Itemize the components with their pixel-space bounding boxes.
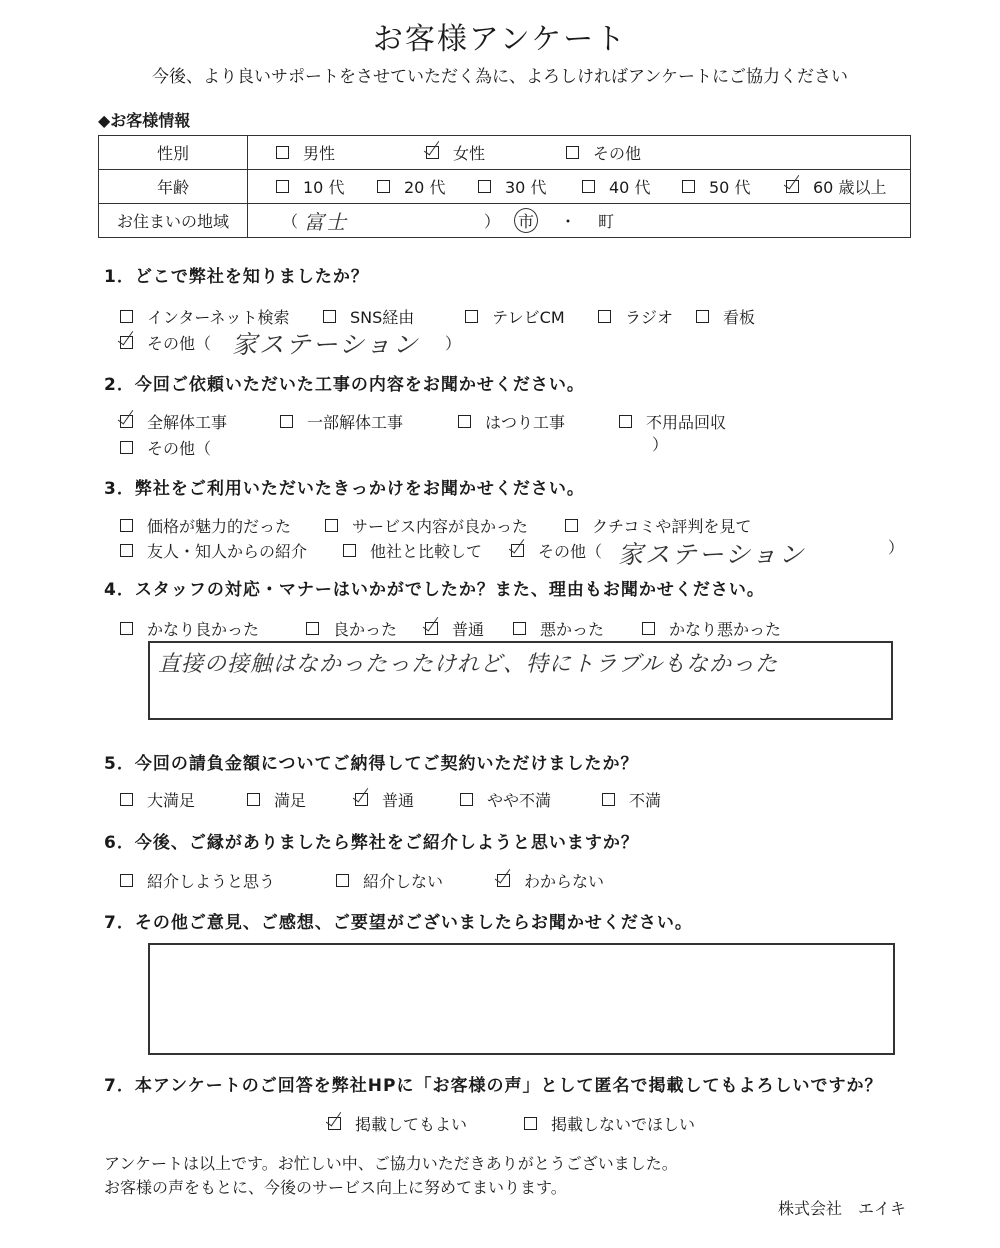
closing-line-1: アンケートは以上です。お忙しい中、ご協力いただきありがとうございました。 bbox=[104, 1154, 678, 1173]
survey-title: お客様アンケート bbox=[372, 22, 628, 57]
q4-option-average[interactable]: 普通 bbox=[425, 617, 484, 640]
age-60-plus-option[interactable]: 60 歳以上 bbox=[786, 175, 886, 198]
q7-comment-box[interactable] bbox=[148, 943, 895, 1055]
age-40-option[interactable]: 40 代 bbox=[582, 175, 682, 198]
q8-option-do-not-publish[interactable]: 掲載しないでほしい bbox=[524, 1112, 695, 1135]
gender-label: 性別 bbox=[99, 136, 248, 170]
checkbox-icon[interactable] bbox=[280, 415, 293, 428]
q6-option-would-refer[interactable]: 紹介しようと思う bbox=[120, 869, 275, 892]
q4-comment-box[interactable] bbox=[148, 641, 893, 720]
q4-comment-handwritten: 直接の接触はなかったったけれど、特にトラブルもなかった bbox=[158, 652, 779, 677]
q1-option-radio[interactable]: ラジオ bbox=[598, 305, 673, 328]
checkbox-checked-icon[interactable] bbox=[426, 146, 439, 159]
q3-other-handwritten[interactable]: 家ステーション bbox=[618, 540, 806, 569]
gender-other-option[interactable]: その他 bbox=[566, 141, 641, 164]
q5-option-average[interactable]: 普通 bbox=[355, 788, 414, 811]
age-20-option[interactable]: 20 代 bbox=[377, 175, 478, 198]
area-separator: ・ bbox=[560, 212, 577, 231]
checkbox-checked-icon[interactable] bbox=[425, 622, 438, 635]
checkbox-icon[interactable] bbox=[120, 519, 133, 532]
checkbox-icon[interactable] bbox=[323, 310, 336, 323]
gender-female-option[interactable]: 女性 bbox=[426, 141, 566, 164]
q3-other-close-paren: ） bbox=[888, 538, 905, 557]
q4-option-very-bad[interactable]: かなり悪かった bbox=[642, 617, 781, 640]
q6-option-not-sure[interactable]: わからない bbox=[497, 869, 604, 892]
q1-option-internet[interactable]: インターネット検索 bbox=[120, 305, 290, 328]
q5-option-very-satisfied[interactable]: 大満足 bbox=[120, 788, 195, 811]
checkbox-checked-icon[interactable] bbox=[786, 180, 799, 193]
checkbox-icon[interactable] bbox=[460, 793, 473, 806]
q2-option-other[interactable]: その他（ bbox=[120, 436, 211, 459]
area-row bbox=[99, 204, 911, 238]
age-row bbox=[99, 170, 911, 204]
checkbox-icon[interactable] bbox=[120, 544, 133, 557]
checkbox-checked-icon[interactable] bbox=[511, 544, 524, 557]
q2-option-partial-demolition[interactable]: 一部解体工事 bbox=[280, 410, 403, 433]
q2-option-junk-removal[interactable]: 不用品回収 bbox=[619, 410, 726, 433]
checkbox-icon[interactable] bbox=[247, 793, 260, 806]
q2-option-chipping[interactable]: はつり工事 bbox=[458, 410, 565, 433]
checkbox-icon[interactable] bbox=[336, 874, 349, 887]
checkbox-icon[interactable] bbox=[343, 544, 356, 557]
age-label: 年齢 bbox=[99, 170, 248, 204]
q3-option-comparison[interactable]: 他社と比較して bbox=[343, 539, 482, 562]
age-50-option[interactable]: 50 代 bbox=[682, 175, 786, 198]
q3-option-reviews[interactable]: クチコミや評判を見て bbox=[565, 514, 751, 537]
city-circled[interactable]: 市 bbox=[514, 208, 538, 233]
q1-option-tvcm[interactable]: テレビCM bbox=[465, 305, 565, 328]
checkbox-checked-icon[interactable] bbox=[120, 415, 133, 428]
area-label: お住まいの地域 bbox=[99, 204, 248, 238]
checkbox-icon[interactable] bbox=[306, 622, 319, 635]
q4-option-very-good[interactable]: かなり良かった bbox=[120, 617, 259, 640]
checkbox-checked-icon[interactable] bbox=[328, 1117, 341, 1130]
checkbox-checked-icon[interactable] bbox=[355, 793, 368, 806]
closing-line-2: お客様の声をもとに、今後のサービス向上に努めてまいります。 bbox=[104, 1178, 567, 1197]
gender-male-option[interactable]: 男性 bbox=[276, 141, 426, 164]
checkbox-icon[interactable] bbox=[478, 180, 491, 193]
checkbox-checked-icon[interactable] bbox=[497, 874, 510, 887]
company-name: 株式会社 エイキ bbox=[778, 1199, 907, 1218]
q5-title: 5．今回の請負金額についてご納得してご契約いただけましたか？ bbox=[104, 754, 639, 774]
q8-title: 7．本アンケートのご回答を弊社HPに「お客様の声」として匿名で掲載してもよろしいですか？ bbox=[104, 1076, 883, 1096]
q5-option-somewhat-dissatisfied[interactable]: やや不満 bbox=[460, 788, 551, 811]
checkbox-icon[interactable] bbox=[465, 310, 478, 323]
q2-other-close-paren: ） bbox=[652, 435, 669, 454]
checkbox-icon[interactable] bbox=[696, 310, 709, 323]
q4-option-good[interactable]: 良かった bbox=[306, 617, 397, 640]
checkbox-icon[interactable] bbox=[524, 1117, 537, 1130]
checkbox-icon[interactable] bbox=[513, 622, 526, 635]
checkbox-checked-icon[interactable] bbox=[120, 336, 133, 349]
q3-option-service[interactable]: サービス内容が良かった bbox=[325, 514, 528, 537]
q3-option-other[interactable]: その他（ bbox=[511, 539, 602, 562]
area-close-paren: ） bbox=[484, 212, 501, 231]
age-30-option[interactable]: 30 代 bbox=[478, 175, 582, 198]
checkbox-icon[interactable] bbox=[120, 310, 133, 323]
q3-option-price[interactable]: 価格が魅力的だった bbox=[120, 514, 291, 537]
town-label[interactable]: 町 bbox=[598, 212, 615, 231]
q4-title: 4．スタッフの対応・マナーはいかがでしたか？また、理由もお聞かせください。 bbox=[104, 580, 765, 600]
q1-title: 1．どこで弊社を知りましたか？ bbox=[104, 267, 369, 287]
q1-other-close-paren: ） bbox=[445, 334, 462, 353]
q6-option-would-not-refer[interactable]: 紹介しない bbox=[336, 869, 443, 892]
checkbox-icon[interactable] bbox=[582, 180, 595, 193]
checkbox-icon[interactable] bbox=[565, 519, 578, 532]
q1-other-handwritten[interactable]: 家ステーション bbox=[232, 330, 420, 359]
survey-subtitle: 今後、より良いサポートをさせていただく為に、よろしければアンケートにご協力ください bbox=[152, 67, 848, 87]
checkbox-icon[interactable] bbox=[120, 874, 133, 887]
area-handwritten-value[interactable]: 富士 bbox=[304, 210, 348, 234]
q5-option-dissatisfied[interactable]: 不満 bbox=[602, 788, 661, 811]
customer-info-table bbox=[98, 135, 911, 238]
checkbox-icon[interactable] bbox=[566, 146, 579, 159]
info-section-heading: ◆お客様情報 bbox=[98, 111, 191, 130]
checkbox-icon[interactable] bbox=[598, 310, 611, 323]
q8-option-may-publish[interactable]: 掲載してもよい bbox=[328, 1112, 467, 1135]
checkbox-icon[interactable] bbox=[642, 622, 655, 635]
q6-title: 6．今後、ご縁がありましたら弊社をご紹介しようと思いますか？ bbox=[104, 833, 639, 853]
checkbox-icon[interactable] bbox=[276, 180, 289, 193]
gender-row bbox=[99, 136, 911, 170]
q3-option-referral[interactable]: 友人・知人からの紹介 bbox=[120, 539, 307, 562]
checkbox-icon[interactable] bbox=[120, 793, 133, 806]
q2-title: 2．今回ご依頼いただいた工事の内容をお聞かせください。 bbox=[104, 375, 585, 395]
age-10-option[interactable]: 10 代 bbox=[276, 175, 377, 198]
q7-title: 7．その他ご意見、ご感想、ご要望がございましたらお聞かせください。 bbox=[104, 913, 693, 933]
checkbox-icon[interactable] bbox=[377, 180, 390, 193]
q5-option-satisfied[interactable]: 満足 bbox=[247, 788, 306, 811]
q1-option-other[interactable]: その他（ bbox=[120, 331, 211, 354]
q1-option-signboard[interactable]: 看板 bbox=[696, 305, 755, 328]
q2-option-full-demolition[interactable]: 全解体工事 bbox=[120, 410, 227, 433]
checkbox-icon[interactable] bbox=[682, 180, 695, 193]
checkbox-icon[interactable] bbox=[120, 441, 133, 454]
checkbox-icon[interactable] bbox=[120, 622, 133, 635]
checkbox-icon[interactable] bbox=[325, 519, 338, 532]
checkbox-icon[interactable] bbox=[276, 146, 289, 159]
q3-title: 3．弊社をご利用いただいたきっかけをお聞かせください。 bbox=[104, 479, 585, 499]
checkbox-icon[interactable] bbox=[458, 415, 471, 428]
q1-option-sns[interactable]: SNS経由 bbox=[323, 305, 414, 328]
checkbox-icon[interactable] bbox=[619, 415, 632, 428]
area-open-paren: （ bbox=[282, 212, 299, 231]
q4-option-bad[interactable]: 悪かった bbox=[513, 617, 604, 640]
checkbox-icon[interactable] bbox=[602, 793, 615, 806]
